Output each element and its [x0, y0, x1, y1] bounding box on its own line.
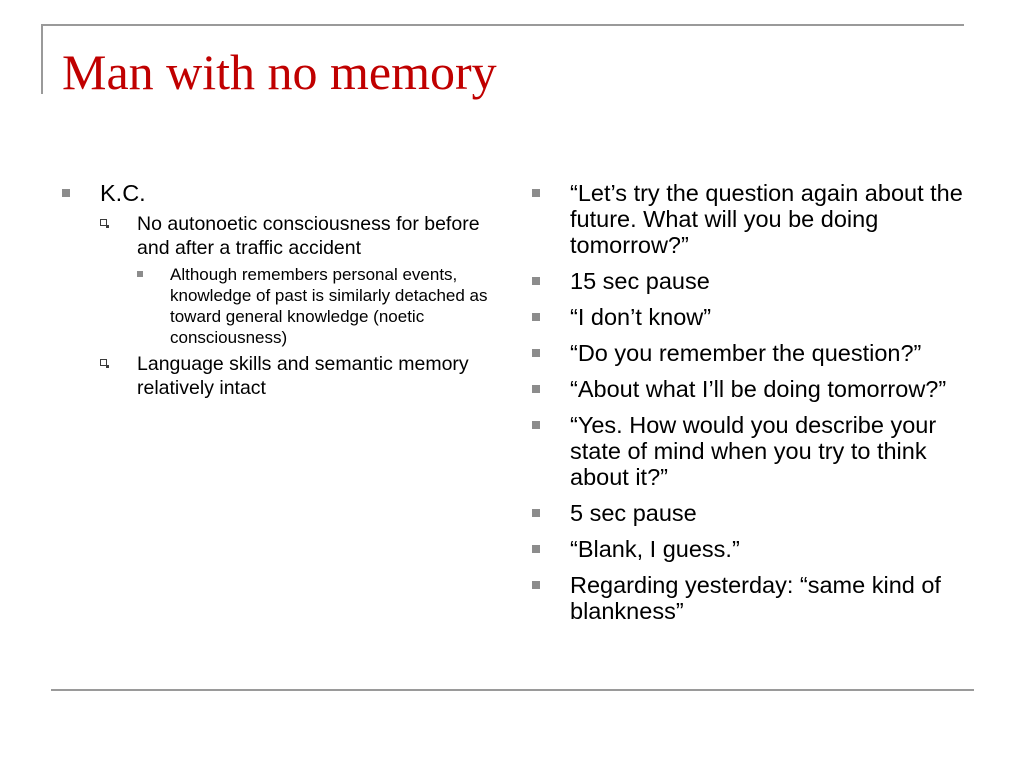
square-bullet-icon: [532, 545, 540, 553]
square-bullet-icon: [532, 421, 540, 429]
list-item: [532, 304, 972, 330]
list-item-text: “Let’s try the question again about the future. What will you be doing tomorrow?”: [570, 180, 963, 258]
square-bullet-icon: [532, 313, 540, 321]
frame-bottom-line: [51, 689, 974, 691]
list-item-text: 5 sec pause: [570, 500, 697, 526]
list-item-text: “About what I’ll be doing tomorrow?”: [570, 376, 947, 402]
list-item-text: “Do you remember the question?”: [570, 340, 922, 366]
list-item: [532, 572, 972, 624]
sub-bullet-list: [100, 212, 492, 400]
slide-title: Man with no memory: [62, 44, 497, 100]
list-item: [532, 536, 972, 562]
list-item-text: 15 sec pause: [570, 268, 710, 294]
list-item-text: K.C.: [100, 180, 146, 206]
list-item: [532, 340, 972, 366]
list-item-text: No autonoetic consciousness for before and after a traffic accident: [137, 213, 480, 259]
right-bullet-list: [532, 180, 972, 624]
square-bullet-icon: [137, 271, 143, 277]
frame-top-line: [41, 24, 964, 26]
square-bullet-icon: [532, 277, 540, 285]
list-item: [100, 352, 492, 400]
square-bullet-icon: [62, 189, 70, 197]
list-item-text: Language skills and semantic memory relatively intact: [137, 353, 469, 399]
hollow-square-bullet-icon: [100, 219, 107, 226]
list-item: [532, 268, 972, 294]
list-item-text: Although remembers personal events, knowledge of past is similarly detached as toward general knowledge (noetic consciousness): [170, 265, 488, 347]
list-item-text: “I don’t know”: [570, 304, 712, 330]
list-item: [532, 412, 972, 490]
square-bullet-icon: [532, 581, 540, 589]
list-item: [532, 180, 972, 258]
list-item-text: “Yes. How would you describe your state of mind when you try to think about it?”: [570, 412, 937, 490]
list-item: [532, 376, 972, 402]
list-item: [62, 180, 492, 400]
square-bullet-icon: [532, 349, 540, 357]
list-item-text: Regarding yesterday: “same kind of blankness”: [570, 572, 941, 624]
list-item: [137, 264, 492, 348]
list-item: [100, 212, 492, 348]
square-bullet-icon: [532, 385, 540, 393]
list-item: [532, 500, 972, 526]
left-column: [62, 180, 492, 408]
square-bullet-icon: [532, 509, 540, 517]
sub-sub-bullet-list: [137, 264, 492, 348]
frame-left-line: [41, 24, 43, 94]
square-bullet-icon: [532, 189, 540, 197]
list-item-text: “Blank, I guess.”: [570, 536, 740, 562]
left-bullet-list: [62, 180, 492, 400]
right-column: [532, 180, 972, 634]
hollow-square-bullet-icon: [100, 359, 107, 366]
